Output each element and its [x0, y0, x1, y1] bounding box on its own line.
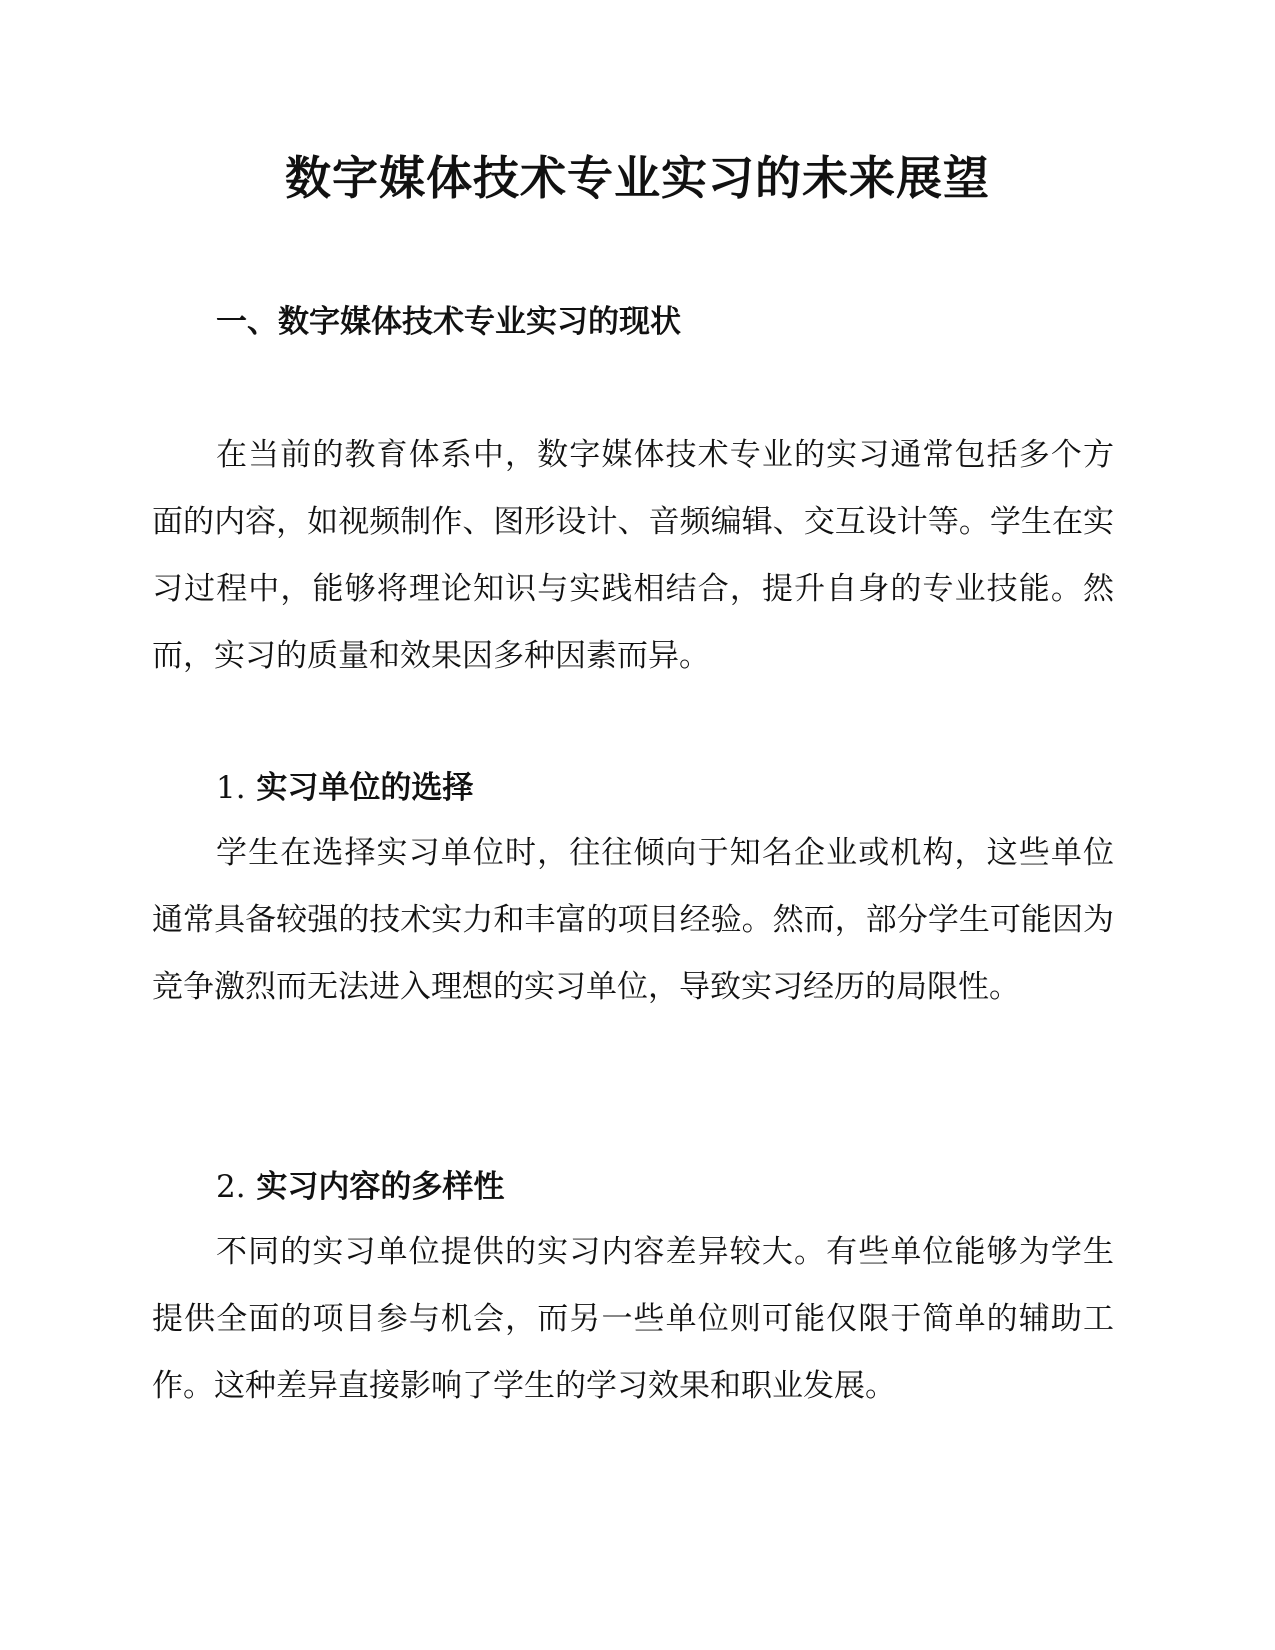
subsection-heading-unit-selection — [216, 766, 473, 810]
section-paragraph-status: 在当前的教育体系中，数字媒体技术专业的实习通常包括多个方面的内容，如视频制作、图形设计、音频编辑、交互设计等。学生在实习过程中，能够将理论知识与实践相结合，提升自身的专业技能。然而，实习的质量和效果因多种因素而异。 — [152, 437, 1114, 674]
subsection-paragraph-unit-selection: 学生在选择实习单位时，往往倾向于知名企业或机构，这些单位通常具备较强的技术实力和丰富的项目经验。然而，部分学生可能因为竞争激烈而无法进入理想的实习单位，导致实习经历的局限性。 — [152, 835, 1114, 1005]
subsection-heading-text: 实习单位的选择 — [256, 770, 474, 806]
subsection-heading-text: 实习内容的多样性 — [256, 1169, 505, 1205]
subsection-number: 1. — [216, 770, 246, 806]
subsection-heading-content-diversity — [216, 1165, 504, 1209]
subsection-paragraph-content-diversity: 不同的实习单位提供的实习内容差异较大。有些单位能够为学生提供全面的项目参与机会，而另一些单位则可能仅限于简单的辅助工作。这种差异直接影响了学生的学习效果和职业发展。 — [152, 1234, 1114, 1404]
subsection-number: 2. — [216, 1169, 246, 1205]
document-title: 数字媒体技术专业实习的未来展望 — [285, 151, 990, 205]
section-heading-status: 一、数字媒体技术专业实习的现状 — [216, 304, 681, 340]
